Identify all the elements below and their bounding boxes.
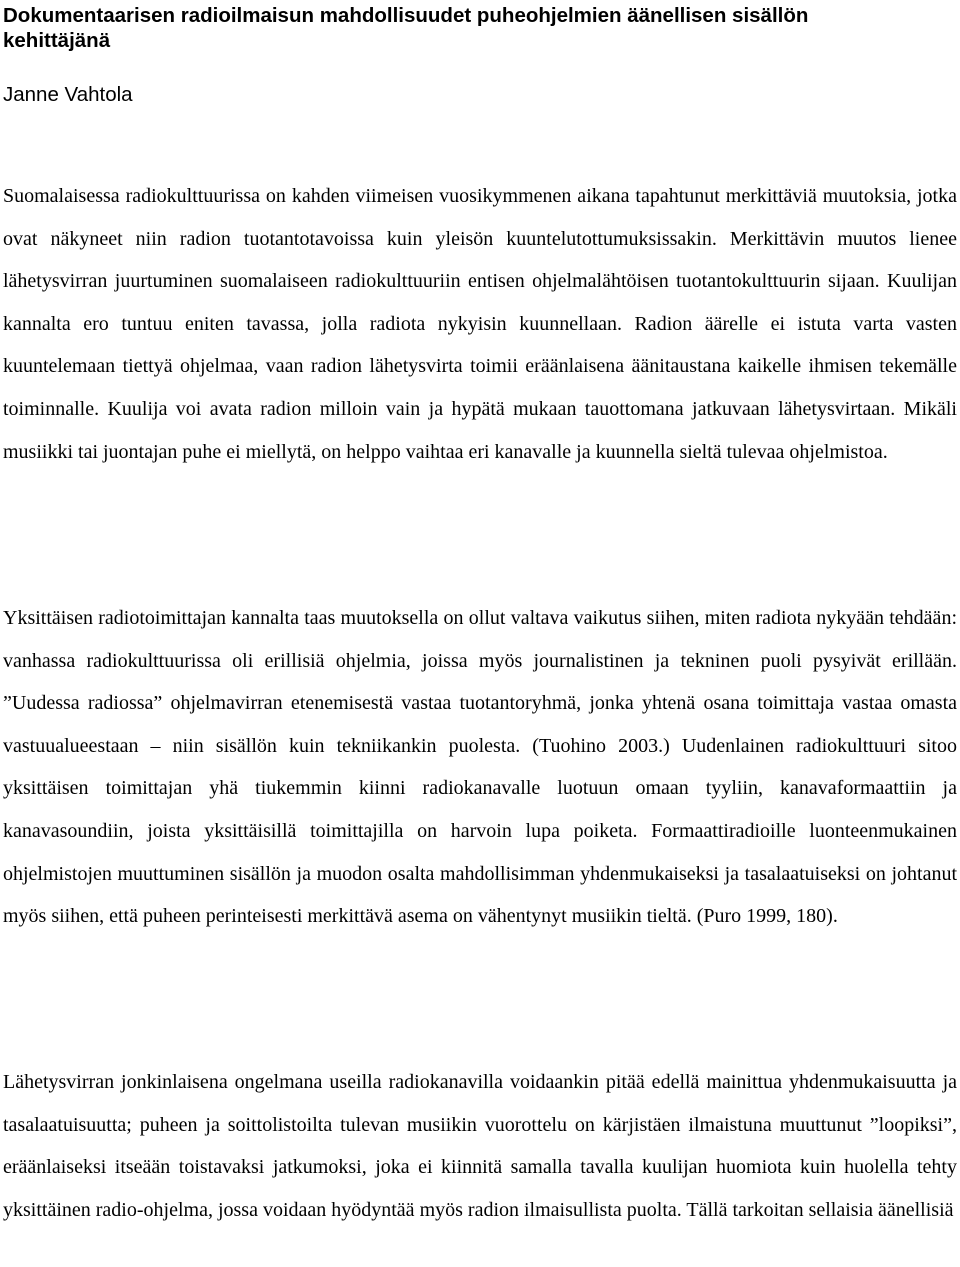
author-name: Janne Vahtola	[3, 83, 133, 106]
paragraph-2: Yksittäisen radiotoimittajan kannalta taas muutoksella on ollut valtava vaikutus siihen, miten radiota nykyään tehdään: vanhassa radiokulttuurissa oli erillisiä ohjelmia, joissa myös journalistinen ja tekninen puoli pysyivät erillään. ”Uudessa radiossa” ohjelmavirran etenemisestä vastaa tuotantoryhmä, jonka yhtenä osana toimittaja vastaa omasta vastuualueestaan – niin sisällön kuin tekniikankin puolesta. (Tuohino 2003.) Uudenlainen radiokulttuuri sitoo yksittäisen toimittajan yhä tiukemmin kiinni radiokanavalle luotuun omaan tyyliin, kanavaformaattiin ja kanavasoundiin, joista yksittäisillä toimittajilla on harvoin lupa poiketa. Formaattiradioille luonteenmukainen ohjelmistojen muuttuminen sisällön ja muodon osalta mahdollisimman yhdenmukaiseksi ja tasalaatuiseksi on johtanut myös siihen, että puheen perinteisesti merkittävä asema on vähentynyt musiikin tieltä. (Puro 1999, 180).	[3, 607, 957, 928]
paragraph-3: Lähetysvirran jonkinlaisena ongelmana useilla radiokanavilla voidaankin pitää edellä mainittua yhdenmukaisuutta ja tasalaatuisuutta; puheen ja soittolistoilta tulevan musiikin vuorottelu on kärjistäen ilmaistuna muuttunut ”loopiksi”, eräänlaiseksi itseään toistavaksi jatkumoksi, joka ei kiinnitä samalla tavalla kuulijan huomiota kuin huolella tehty yksittäinen radio-ohjelma, jossa voidaan hyödyntää myös radion ilmaisullista puolta. Tällä tarkoitan sellaisia äänellisiä	[3, 1071, 957, 1221]
document-title: Dokumentaarisen radioilmaisun mahdollisuudet puheohjelmien äänellisen sisällön kehittäjänä	[3, 4, 809, 52]
paragraph-1: Suomalaisessa radiokulttuurissa on kahden viimeisen vuosikymmenen aikana tapahtunut merkittäviä muutoksia, jotka ovat näkyneet niin radion tuotantotavoissa kuin yleisön kuuntelutottumuksissakin. Merkittävin muutos lienee lähetysvirran juurtuminen suomalaiseen radiokulttuuriin entisen ohjelmalähtöisen tuotantokulttuurin sijaan. Kuulijan kannalta ero tuntuu eniten tavassa, jolla radiota nykyisin kuunnellaan. Radion äärelle ei istuta varta vasten kuuntelemaan tiettyä ohjelmaa, vaan radion lähetysvirta toimii eräänlaisena äänitaustana kaikelle ihmisen tekemälle toiminnalle. Kuulija voi avata radion milloin vain ja hypätä mukaan tauottomana jatkuvaan lähetysvirtaan. Mikäli musiikki tai juontajan puhe ei miellytä, on helppo vaihtaa eri kanavalle ja kuunnella sieltä tulevaa ohjelmistoa.	[3, 185, 957, 463]
